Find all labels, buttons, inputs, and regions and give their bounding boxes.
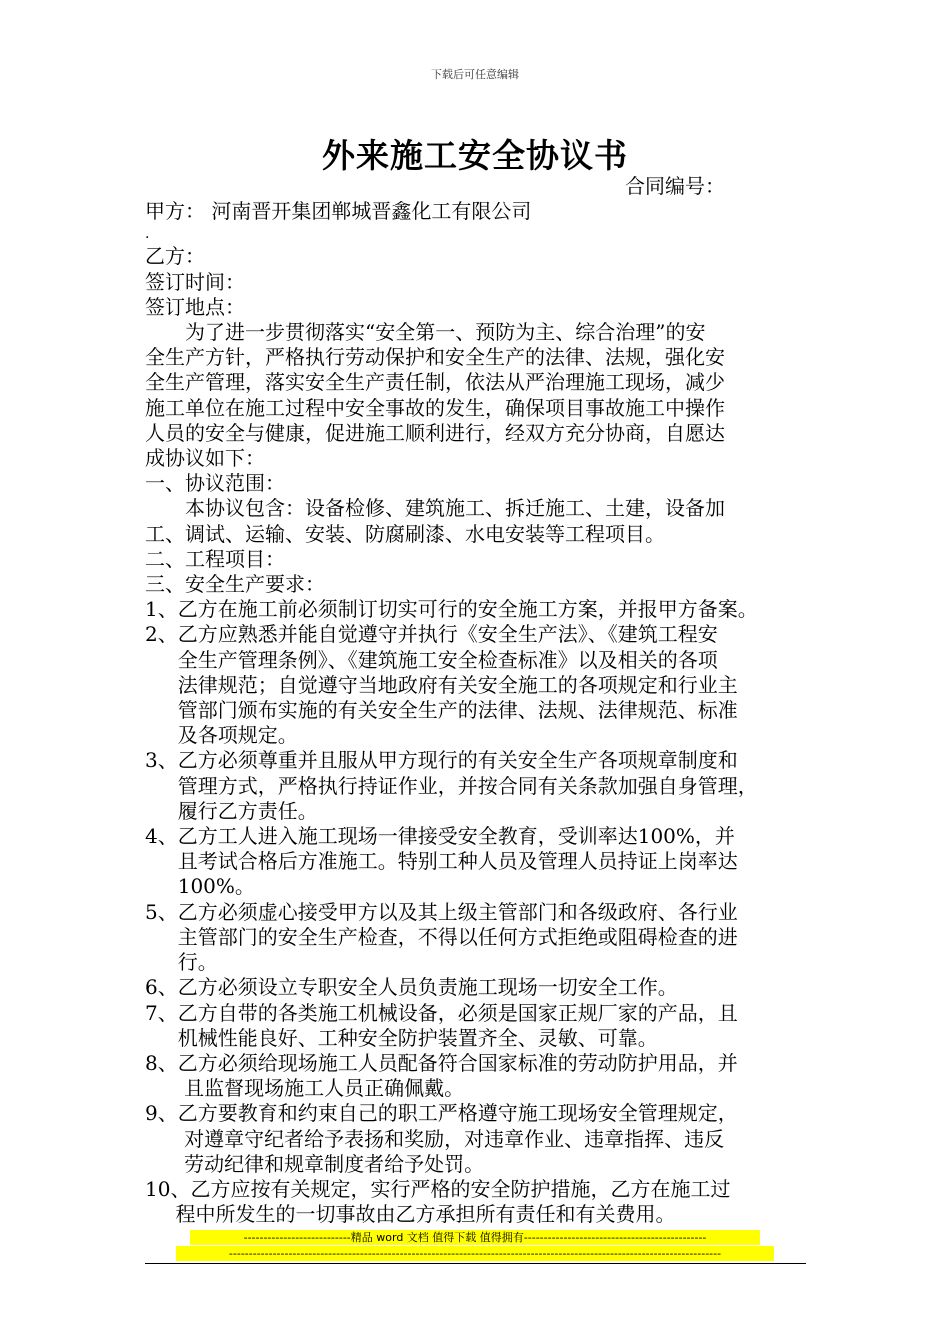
requirement-line: 行。 (177, 950, 218, 975)
requirement-line: 乙方应按有关规定，实行严格的安全防护措施，乙方在施工过 (190, 1176, 731, 1201)
requirement-line: 乙方工人进入施工现场一律接受安全教育，受训率达100%，并 (177, 824, 735, 849)
requirement-item (145, 597, 815, 622)
section-3-heading: 三、安全生产要求： (145, 572, 325, 597)
footer-watermark-band: ---------------------------精品 word 文档 值得下载 值得拥有---------------------------------------------- (190, 1230, 760, 1245)
requirement-line: 全生产管理条例》、《建筑施工安全检查标准》以及相关的各项 (177, 647, 718, 672)
intro-line: 施工单位在施工过程中安全事故的发生，确保项目事故施工中操作 (145, 395, 725, 420)
requirement-line: 主管部门的安全生产检查，不得以任何方式拒绝或阻碍检查的进 (177, 924, 738, 949)
requirement-number: 10、 (145, 1176, 191, 1201)
intro-line: 全生产方针，严格执行劳动保护和安全生产的法律、法规，强化安 (145, 345, 725, 370)
requirement-item (145, 1001, 815, 1051)
requirement-number: 6、 (145, 975, 178, 1000)
requirement-line: 乙方要教育和约束自己的职工严格遵守施工现场安全管理规定， (177, 1101, 738, 1126)
section-1-heading: 一、协议范围： (145, 471, 285, 496)
contract-number-label: 合同编号： (625, 174, 725, 198)
requirement-line: 乙方自带的各类施工机械设备，必须是国家正规厂家的产品，且 (177, 1000, 738, 1025)
requirement-line: 100%。 (177, 874, 255, 899)
requirement-number: 9、 (145, 1101, 178, 1126)
requirement-item (145, 1101, 815, 1177)
party-a-dot: . (145, 226, 150, 243)
requirement-number: 2、 (145, 622, 178, 647)
requirement-line: 乙方应熟悉并能自觉遵守并执行《安全生产法》、《建筑工程安 (177, 622, 718, 647)
party-a: 甲方： 河南晋开集团郸城晋鑫化工有限公司 (145, 199, 532, 224)
requirement-line: 且监督现场施工人员正确佩戴。 (177, 1076, 465, 1101)
requirement-number: 3、 (145, 748, 178, 773)
requirement-line: 乙方必须虚心接受甲方以及其上级主管部门和各级政府、各行业 (177, 899, 738, 924)
footer-dash-band: ---------------------------------------------------------------------------------------------------------------------------- (176, 1246, 774, 1261)
requirement-number: 4、 (145, 824, 178, 849)
requirement-line: 劳动纪律和规章制度者给予处罚。 (177, 1151, 485, 1176)
sign-place: 签订地点： (145, 294, 245, 319)
requirement-item (145, 1051, 815, 1101)
requirement-item (145, 622, 815, 748)
requirement-number: 1、 (145, 597, 178, 622)
requirement-line: 管理方式，严格执行持证作业，并按合同有关条款加强自身管理， (177, 773, 758, 798)
requirement-line: 且考试合格后方准施工。特别工种人员及管理人员持证上岗率达 (177, 849, 738, 874)
requirement-item (145, 748, 815, 824)
section-2-heading: 二、工程项目： (145, 546, 285, 571)
party-b: 乙方： (145, 244, 205, 269)
intro-line: 全生产管理，落实安全生产责任制，依法从严治理施工现场，减少 (145, 370, 725, 395)
requirement-line: 对遵章守纪者给予表扬和奖励，对违章作业、违章指挥、违反 (177, 1126, 725, 1151)
requirement-line: 管部门颁布实施的有关安全生产的法律、法规、法律规范、标准 (177, 698, 738, 723)
requirement-line: 机械性能良好、工种安全防护装置齐全、灵敏、可靠。 (177, 1025, 658, 1050)
section-1-line: 工、调试、运输、安装、防腐刷漆、水电安装等工程项目。 (145, 521, 665, 546)
section-1-line: 本协议包含：设备检修、建筑施工、拆迁施工、土建，设备加 (185, 496, 725, 521)
intro-paragraph (145, 320, 815, 471)
requirements-list (145, 597, 815, 1227)
requirement-line: 及各项规定。 (177, 723, 298, 748)
requirement-line: 乙方必须尊重并且服从甲方现行的有关安全生产各项规章制度和 (177, 748, 738, 773)
intro-line: 成协议如下： (145, 446, 265, 471)
intro-line: 人员的安全与健康，促进施工顺利进行，经双方充分协商，自愿达 (145, 420, 725, 445)
requirement-line: 履行乙方责任。 (177, 798, 318, 823)
requirement-number: 5、 (145, 899, 178, 924)
header-note: 下载后可任意编辑 (431, 68, 519, 81)
requirement-line: 法律规范；自觉遵守当地政府有关安全施工的各项规定和行业主 (177, 672, 738, 697)
requirement-number: 7、 (145, 1000, 178, 1025)
requirement-item (145, 975, 815, 1000)
intro-line: 为了进一步贯彻落实“安全第一、预防为主、综合治理”的安 (185, 320, 706, 345)
requirement-item (145, 824, 815, 900)
requirement-line: 乙方在施工前必须制订切实可行的安全施工方案，并报甲方备案。 (177, 597, 758, 622)
requirement-line: 乙方必须给现场施工人员配备符合国家标准的劳动防护用品，并 (177, 1050, 738, 1075)
requirement-item (145, 1177, 815, 1227)
document-body (145, 174, 815, 1227)
sign-time: 签订时间： (145, 269, 245, 294)
requirement-item (145, 900, 815, 976)
requirement-line: 乙方必须设立专职安全人员负责施工现场一切安全工作。 (177, 975, 678, 1000)
section-1-paragraph (145, 496, 815, 546)
document-title: 外来施工安全协议书 (322, 136, 628, 175)
requirement-line: 程中所发生的一切事故由乙方承担所有责任和有关费用。 (175, 1202, 676, 1227)
footer-rule (145, 1263, 806, 1264)
requirement-number: 8、 (145, 1050, 178, 1075)
